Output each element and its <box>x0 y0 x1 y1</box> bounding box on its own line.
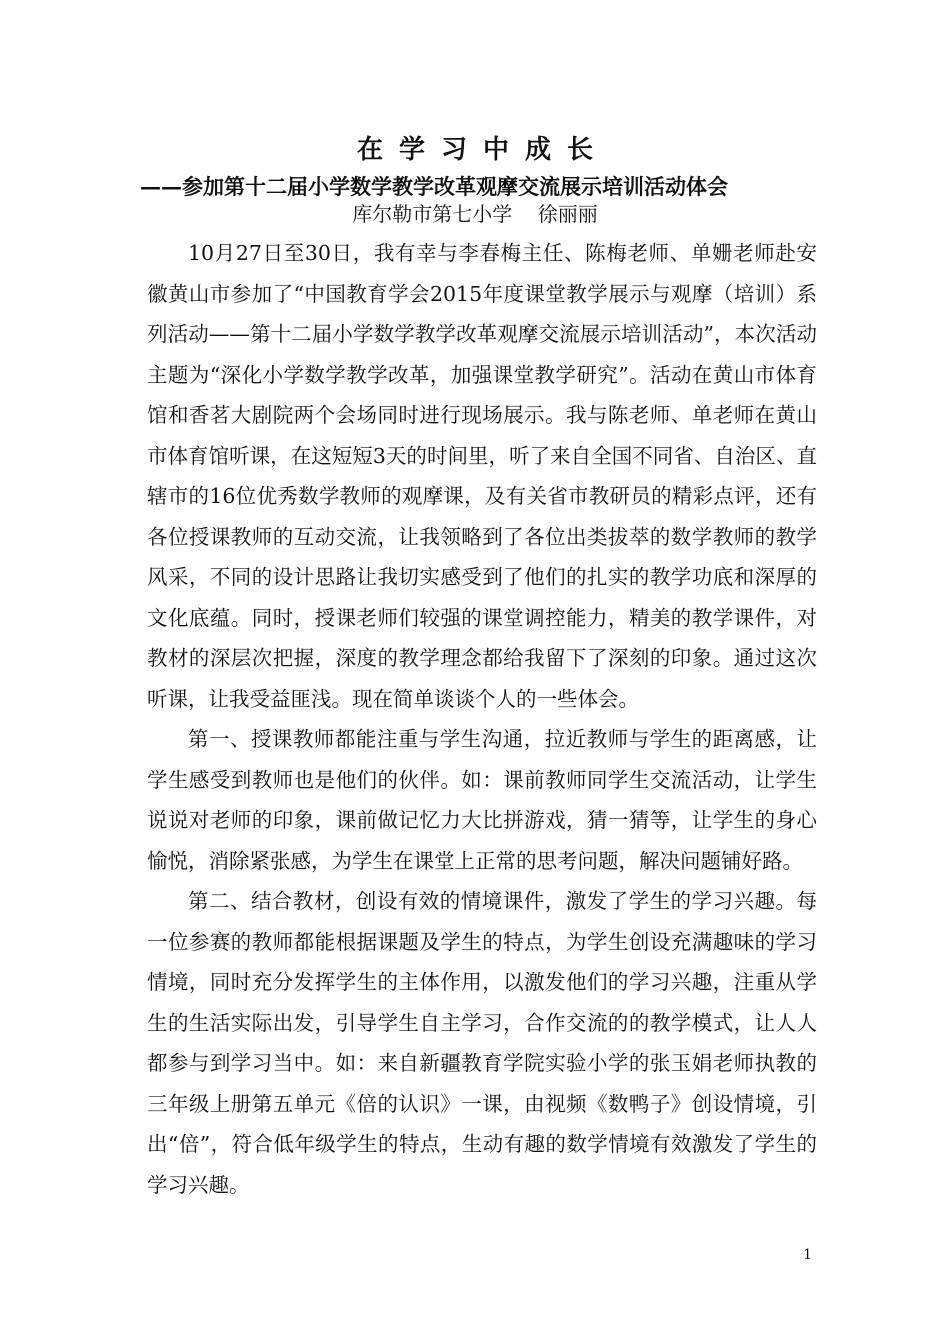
paragraph-first-point: 第一、授课教师都能注重与学生沟通，拉近教师与学生的距离感，让学生感受到教师也是他们的伙伴。如：课前教师同学生交流活动，让学生说说对老师的印象，课前做记忆力大比拼游戏，猜一猜等，让学生的身心愉悦，消除紧张感，为学生在课堂上正常的思考问题，解决问题铺好路。 <box>147 727 817 873</box>
document-subtitle: ——参加第十二届小学数学教学改革观摩交流展示培训活动体会 <box>140 174 728 199</box>
page-number: 1 <box>803 1247 812 1263</box>
paragraph-second-point: 第二、结合教材，创设有效的情境课件，激发了学生的学习兴趣。每一位参赛的教师都能根据课题及学生的特点，为学生创设充满趣味的学习情境，同时充分发挥学生的主体作用，以激发他们的学习兴趣，注重从学生的生活实际出发，引导学生自主学习，合作交流的的教学模式，让人人都参与到学习当中。如：来自新疆教育学院实验小学的张玉娟老师执教的三年级上册第五单元《倍的认识》一课，由视频《数鸭子》创设情境，引出“倍”，符合低年级学生的特点，生动有趣的数学情境有效激发了学生的学习兴趣。 <box>147 889 817 1197</box>
document-body <box>147 233 817 1205</box>
author-line: 库尔勒市第七小学 徐丽丽 <box>352 202 598 226</box>
paragraph-intro: 10月27日至30日，我有幸与李春梅主任、陈梅老师、单姗老师赴安徽黄山市参加了“中国教育学会2015年度课堂教学展示与观摩（培训）系列活动——第十二届小学数学教学改革观摩交流展示培训活动”，本次活动主题为“深化小学数学教学改革，加强课堂教学研究”。活动在黄山市体育馆和香茗大剧院两个会场同时进行现场展示。我与陈老师、单老师在黄山市体育馆听课，在这短短3天的时间里，听了来自全国不同省、自治区、直辖市的16位优秀数学教师的观摩课，及有关省市教研员的精彩点评，还有各位授课教师的互动交流，让我领略到了各位出类拔萃的数学教师的教学风采，不同的设计思路让我切实感受到了他们的扎实的教学功底和深厚的文化底蕴。同时，授课老师们较强的课堂调控能力，精美的教学课件，对教材的深层次把握，深度的教学理念都给我留下了深刻的印象。通过这次听课，让我受益匪浅。现在简单谈谈个人的一些体会。 <box>147 241 817 711</box>
document-title: 在学习中成长 <box>356 135 609 165</box>
